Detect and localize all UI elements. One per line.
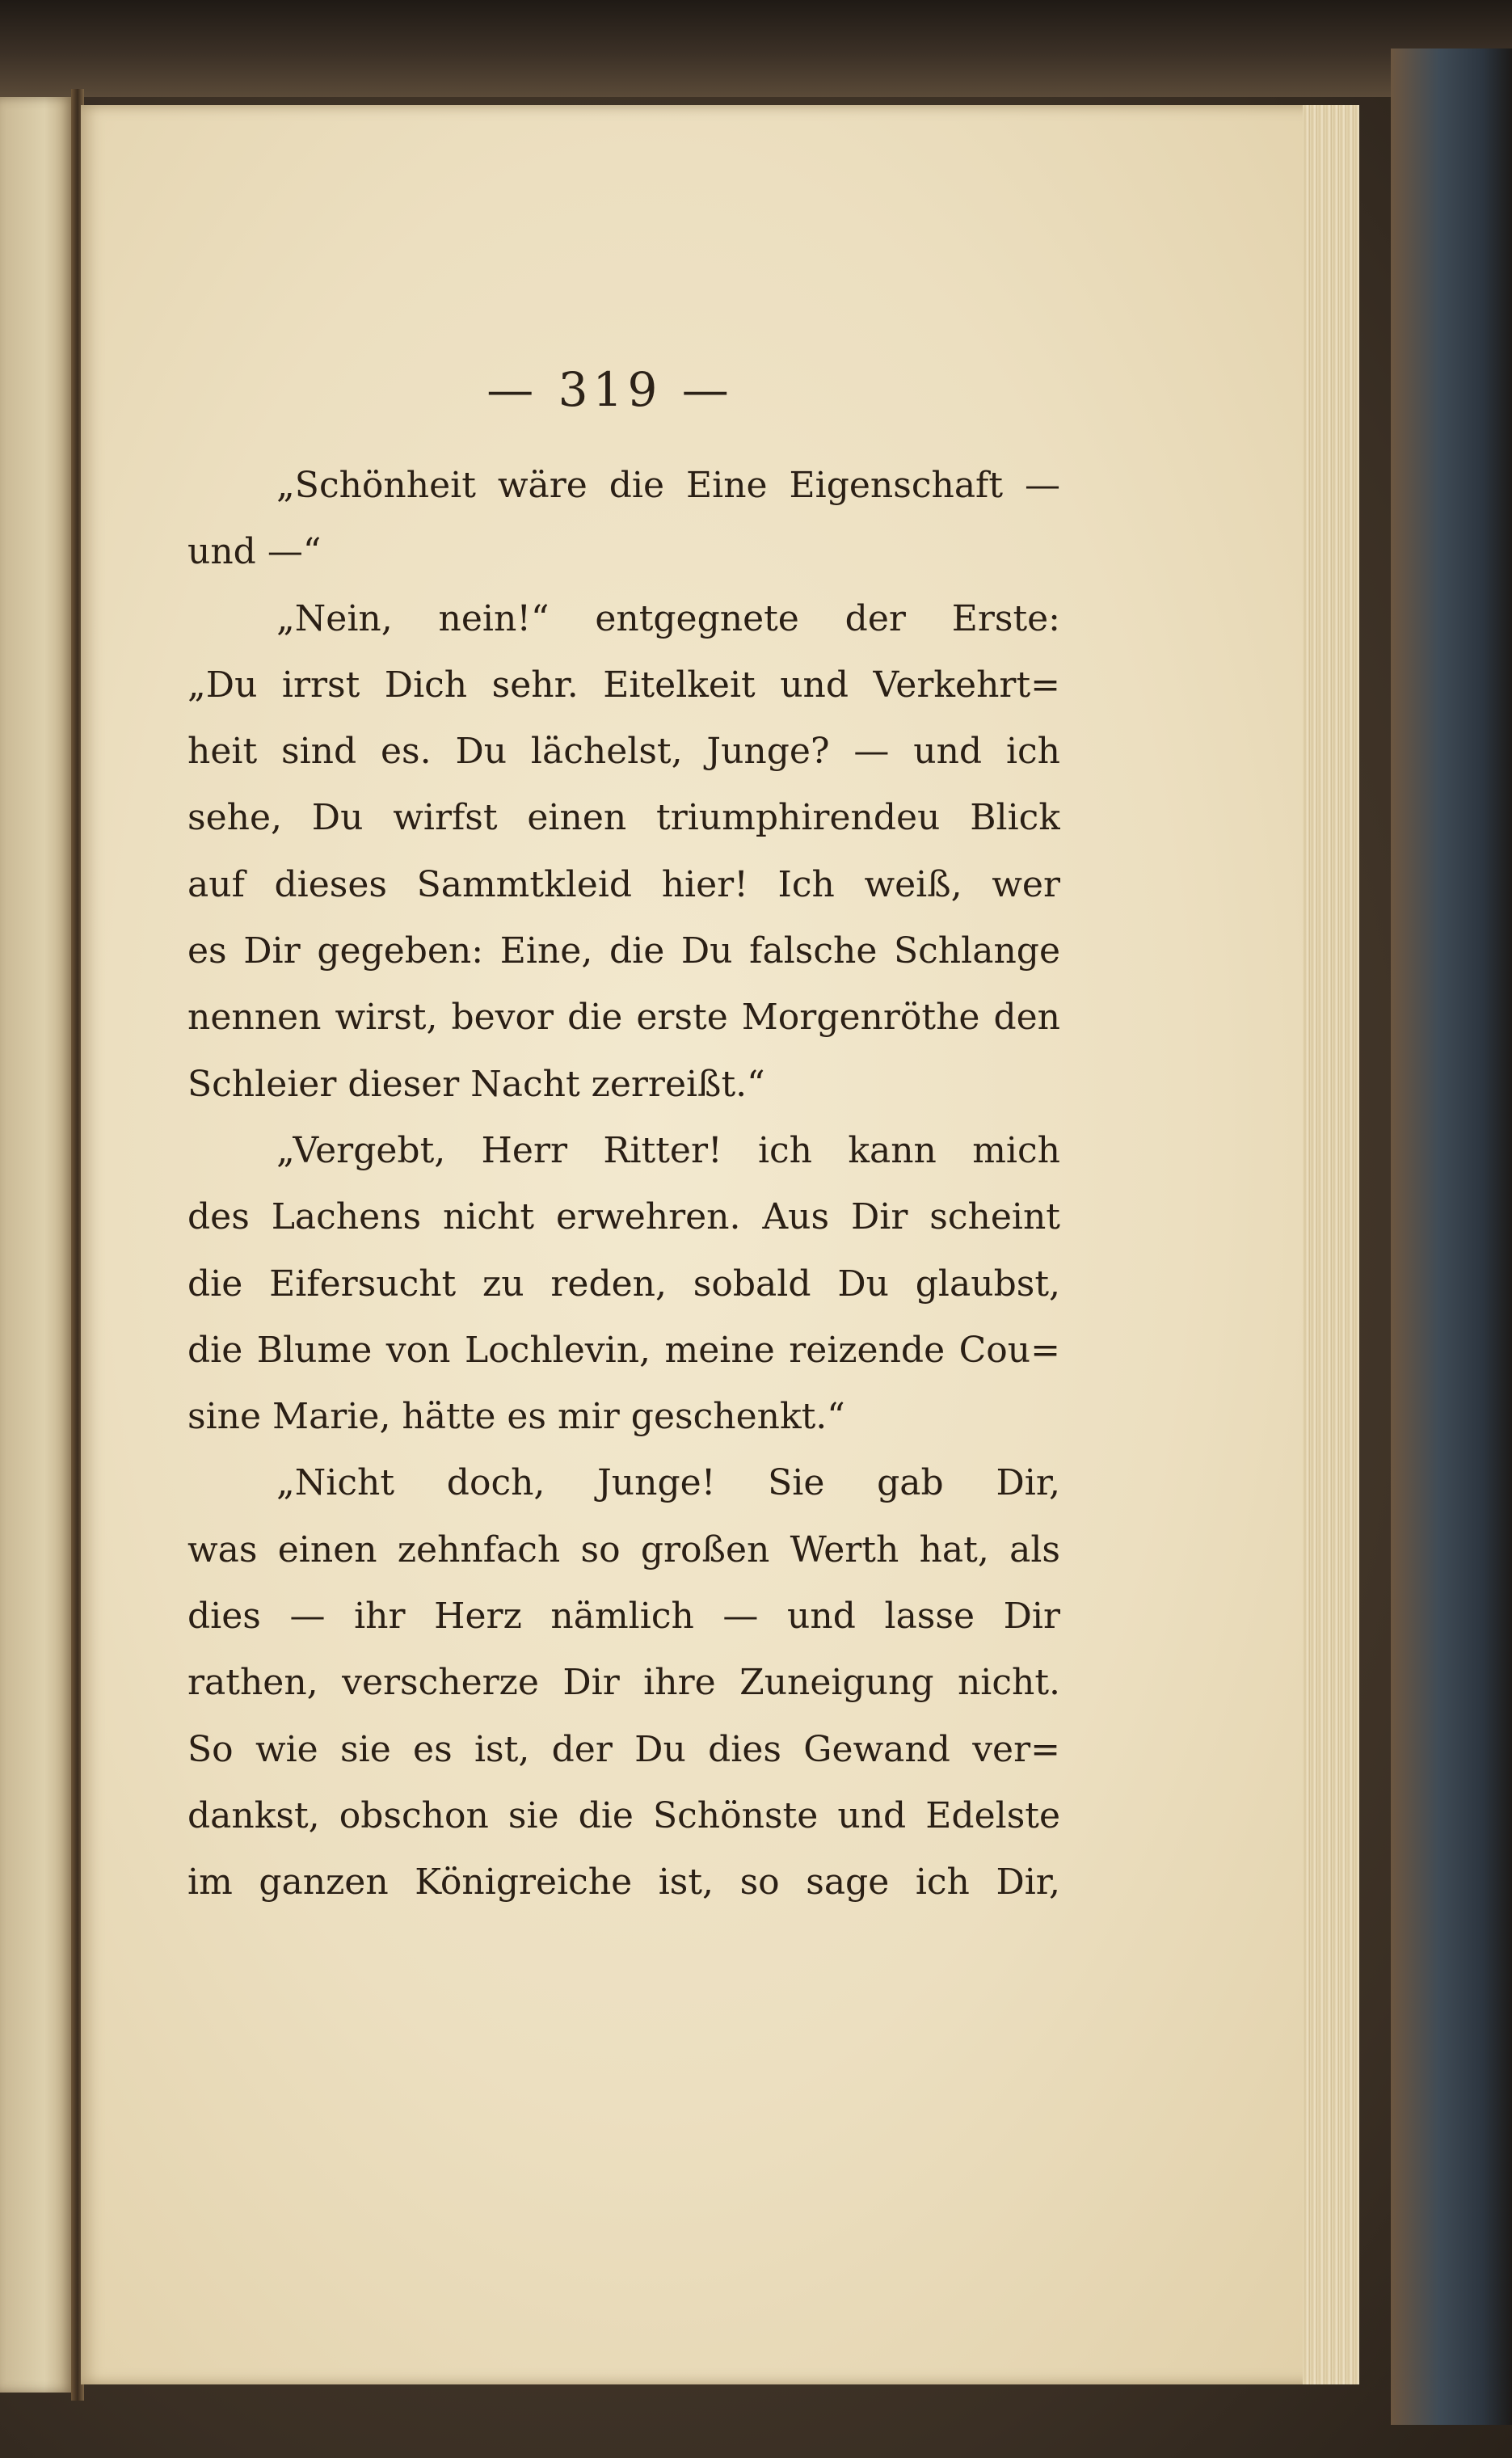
text-line: So wie sie es ist, der Du dies Gewand ver= (187, 1728, 1060, 1770)
cover-right-edge (1391, 48, 1512, 2425)
text-line: es Dir gegeben: Eine, die Du falsche Schlange (187, 930, 1060, 972)
text-line: „Schönheit wäre die Eine Eigenschaft — (276, 465, 1060, 506)
text-line: auf dieses Sammtkleid hier! Ich weiß, wer (187, 863, 1060, 905)
text-line: Schleier dieser Nacht zerreißt.“ (187, 1063, 765, 1105)
text-line: des Lachens nicht erwehren. Aus Dir scheint (187, 1196, 1060, 1238)
text-line: nennen wirst, bevor die erste Morgenröthe den (187, 997, 1060, 1039)
text-line: heit sind es. Du lächelst, Junge? — und ich (187, 731, 1060, 773)
text-line: dies — ihr Herz nämlich — und lasse Dir (187, 1596, 1060, 1638)
page-stack-edges (1303, 105, 1359, 2384)
text-line: dankst, obschon sie die Schönste und Edelste (187, 1794, 1060, 1836)
text-line: die Eifersucht zu reden, sobald Du glaubst, (187, 1263, 1060, 1305)
page-number: — 319 — (486, 362, 734, 417)
page-text (187, 453, 1060, 1916)
text-line: „Du irrst Dich sehr. Eitelkeit und Verkehrt= (187, 664, 1060, 706)
text-line: die Blume von Lochlevin, meine reizende Cou= (187, 1329, 1060, 1371)
text-line: „Nein, nein!“ entgegnete der Erste: (276, 597, 1060, 639)
cover-top-edge (0, 0, 1512, 97)
text-line: sine Marie, hätte es mir geschenkt.“ (187, 1396, 845, 1438)
text-line: rathen, verscherze Dir ihre Zuneigung nicht. (187, 1662, 1060, 1704)
left-page-edge (0, 97, 74, 2393)
text-line: im ganzen Königreiche ist, so sage ich Dir, (187, 1861, 1060, 1904)
text-line: „Nicht doch, Junge! Sie gab Dir, (276, 1462, 1060, 1504)
text-line: „Vergebt, Herr Ritter! ich kann mich (276, 1129, 1060, 1171)
text-line: und —“ (187, 531, 322, 573)
text-line: sehe, Du wirfst einen triumphirendeu Blick (187, 797, 1060, 839)
text-line: was einen zehnfach so großen Werth hat, als (187, 1528, 1060, 1571)
